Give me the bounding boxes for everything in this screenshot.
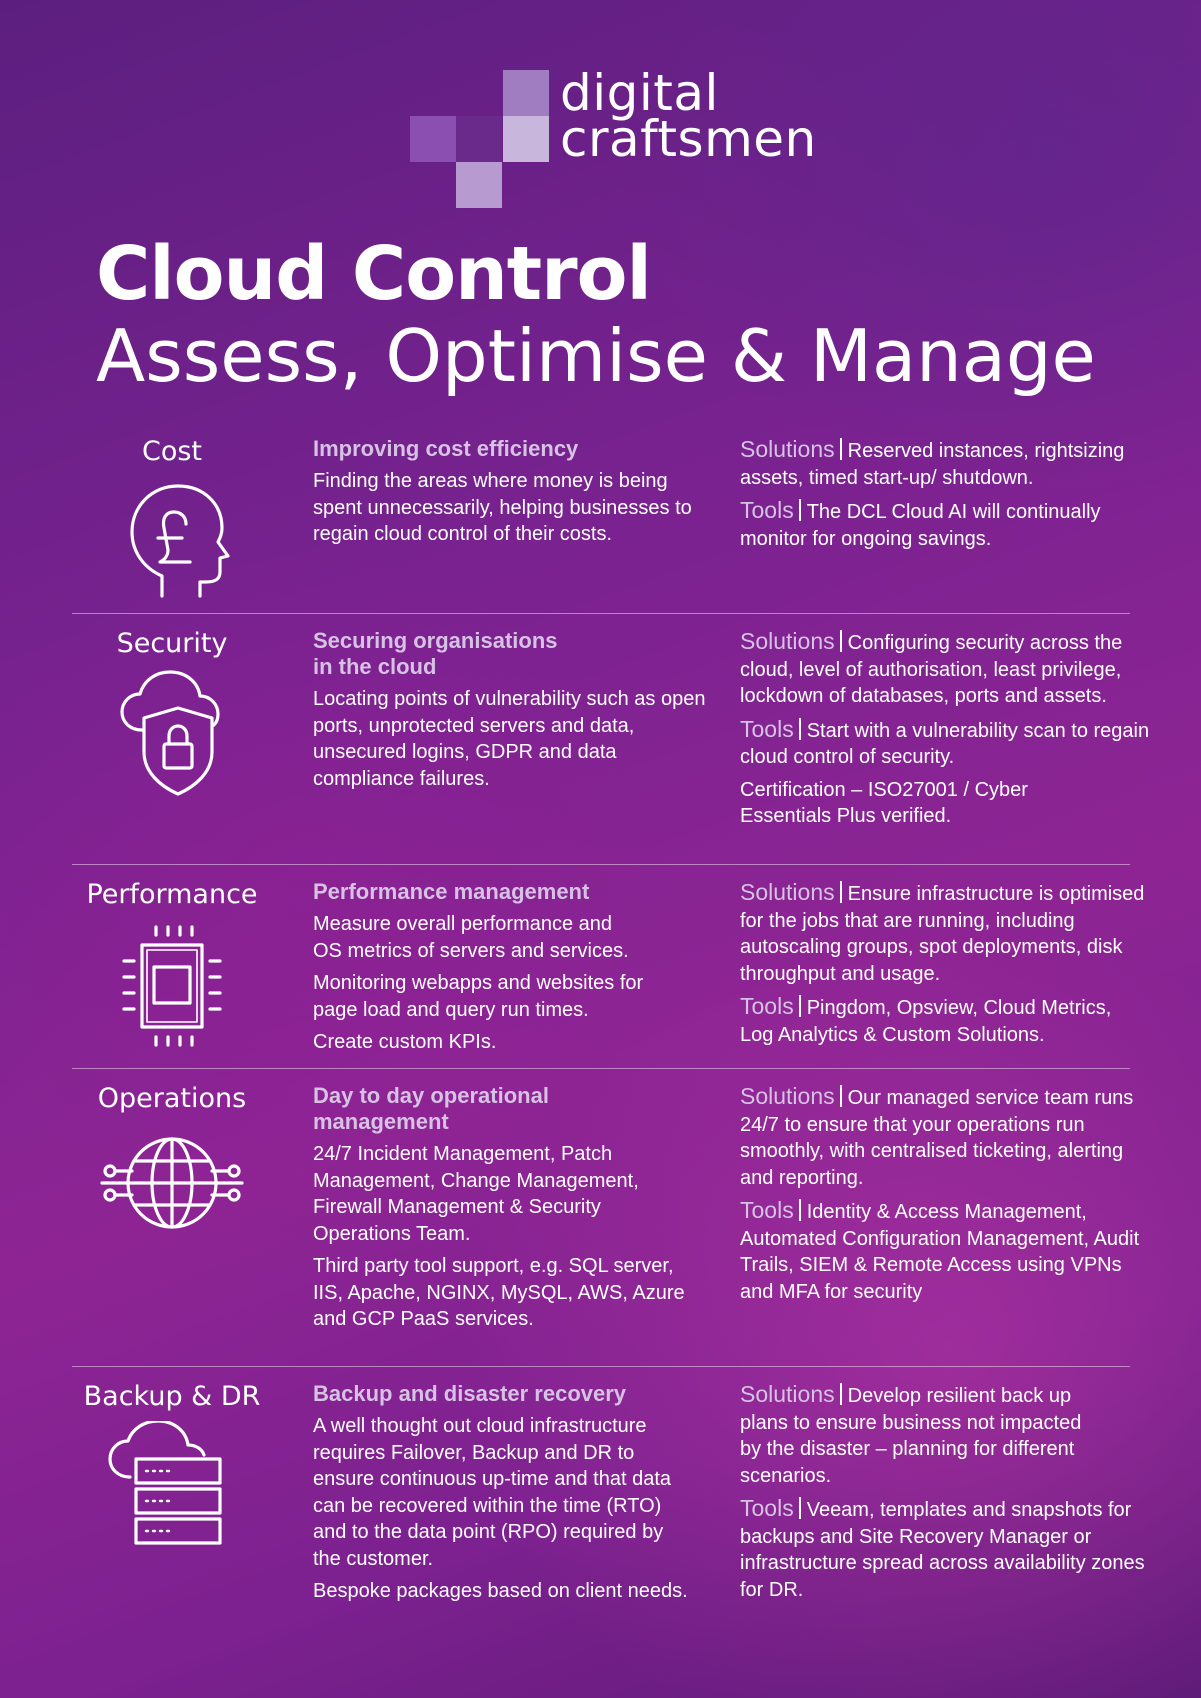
- logo-square: [410, 116, 456, 162]
- logo-line-1: digital: [560, 64, 719, 122]
- section-divider: [72, 613, 1130, 614]
- solutions-text: Our managed service team runs 24/7 to ensure that your operations run smoothly, with centralised ticketing, alerting and reporting.: [740, 1087, 1134, 1189]
- tools-keyword: Tools: [740, 1197, 794, 1223]
- page-subtitle: Assess, Optimise & Manage: [96, 314, 1096, 398]
- logo-wordmark: [560, 64, 817, 168]
- operations-solutions-tools: [740, 1083, 1150, 1311]
- body-text: Monitoring webapps and websites for page load and query run times.: [313, 972, 644, 1021]
- body-text: Bespoke packages based on client needs.: [313, 1580, 688, 1602]
- cost-description: [313, 436, 713, 554]
- section-divider: [72, 1366, 1130, 1367]
- page-title: Cloud Control: [96, 231, 651, 317]
- logo-line-2: craftsmen: [560, 110, 817, 168]
- security-description: [313, 628, 713, 798]
- body-text: Measure overall performance and OS metrics of servers and services.: [313, 913, 629, 962]
- performance-description: [313, 879, 713, 1062]
- separator-bar: [799, 995, 801, 1017]
- category-label: Cost: [141, 436, 203, 467]
- section-title: Backup and disaster recovery: [313, 1381, 627, 1406]
- solutions-paragraph: [740, 1381, 1090, 1489]
- tools-paragraph: [740, 1197, 1150, 1305]
- solutions-text: Reserved instances, rightsizing assets, timed start-up/ shutdown.: [740, 440, 1125, 489]
- solutions-paragraph: [740, 436, 1150, 491]
- separator-bar: [799, 718, 801, 740]
- separator-bar: [799, 499, 801, 521]
- logo-square: [503, 116, 549, 162]
- tools-keyword: Tools: [740, 497, 794, 523]
- backup-description: [313, 1381, 713, 1611]
- globe-network-icon: [100, 1119, 244, 1249]
- body-text: Finding the areas where money is being spent unnecessarily, helping businesses to regain cloud control of their costs.: [313, 470, 692, 545]
- solutions-keyword: Solutions: [740, 628, 835, 654]
- solutions-paragraph: [740, 1083, 1150, 1191]
- tools-text: Veeam, templates and snapshots for backups and Site Recovery Manager or infrastructure spread across availability zones for DR.: [740, 1499, 1145, 1601]
- cpu-chip-icon: [100, 921, 244, 1051]
- solutions-text: Ensure infrastructure is optimised for the jobs that are running, including autoscaling groups, spot deployments, disk throughput and usage.: [740, 883, 1145, 985]
- separator-bar: [840, 881, 842, 903]
- tools-paragraph: [740, 497, 1150, 552]
- category-label: Performance: [86, 879, 258, 910]
- section-cost: [72, 436, 1130, 606]
- solutions-paragraph: [740, 628, 1150, 710]
- tools-keyword: Tools: [740, 993, 794, 1019]
- tools-text: Identity & Access Management, Automated Configuration Management, Audit Trails, SIEM & Remote Access using VPNs and MFA for security: [740, 1201, 1140, 1303]
- body-text: Locating points of vulnerability such as open ports, unprotected servers and data, unsecured logins, GDPR and data compliance failures.: [313, 688, 706, 790]
- section-divider: [72, 864, 1130, 865]
- tools-text: The DCL Cloud AI will continually monitor for ongoing savings.: [740, 501, 1101, 550]
- solutions-paragraph: [740, 879, 1150, 987]
- separator-bar: [799, 1497, 801, 1519]
- tools-text: Pingdom, Opsview, Cloud Metrics, Log Analytics & Custom Solutions.: [740, 997, 1112, 1046]
- body-text: A well thought out cloud infrastructure requires Failover, Backup and DR to ensure continuous up-time and that data can be recovered within the time (RTO) and to the data point (RPO) required by the customer.: [313, 1415, 672, 1570]
- separator-bar: [840, 438, 842, 460]
- cost-solutions-tools: [740, 436, 1150, 558]
- tools-keyword: Tools: [740, 715, 794, 742]
- separator-bar: [840, 630, 842, 652]
- performance-solutions-tools: [740, 879, 1150, 1054]
- section-title: Day to day operational management: [313, 1083, 549, 1134]
- solutions-keyword: Solutions: [740, 1083, 835, 1109]
- separator-bar: [799, 1199, 801, 1221]
- section-operations: [72, 1083, 1140, 1353]
- section-divider: [72, 1068, 1130, 1069]
- separator-bar: [840, 1383, 842, 1405]
- category-label: Operations: [97, 1083, 247, 1114]
- tools-text: Start with a vulnerability scan to regain cloud control of security.: [740, 719, 1150, 768]
- category-label: Backup & DR: [83, 1381, 261, 1412]
- certification-text: Certification – ISO27001 / Cyber Essentials Plus verified.: [740, 778, 1028, 827]
- logo-square: [456, 162, 502, 208]
- solutions-keyword: Solutions: [740, 1381, 835, 1407]
- solutions-keyword: Solutions: [740, 436, 835, 462]
- body-text: Create custom KPIs.: [313, 1031, 497, 1053]
- tools-paragraph: [740, 716, 1150, 771]
- logo-square: [503, 70, 549, 116]
- cloud-shield-lock-icon: [100, 668, 244, 798]
- solutions-text: Configuring security across the cloud, level of authorisation, least privilege, lockdown of databases, ports and assets.: [740, 632, 1123, 707]
- section-security: [72, 628, 1150, 853]
- tools-paragraph: [740, 1495, 1150, 1603]
- digital-craftsmen-logo: [410, 64, 817, 210]
- solutions-keyword: Solutions: [740, 879, 835, 905]
- section-title: Improving cost efficiency: [313, 436, 579, 461]
- section-backup-dr: [72, 1381, 1145, 1611]
- tools-keyword: Tools: [740, 1495, 794, 1521]
- cloud-server-icon: [100, 1421, 244, 1551]
- security-solutions-tools: [740, 628, 1150, 836]
- logo-square: [456, 116, 502, 162]
- body-text: 24/7 Incident Management, Patch Management, Change Management, Firewall Management & Security Operations Team.: [313, 1143, 639, 1245]
- section-title: Securing organisations in the cloud: [313, 628, 558, 679]
- body-text: Third party tool support, e.g. SQL server, IIS, Apache, NGINX, MySQL, AWS, Azure and GCP PaaS services.: [313, 1255, 685, 1330]
- section-title: Performance management: [313, 879, 590, 904]
- head-pound-icon: [100, 472, 244, 602]
- backup-solutions-tools: [740, 1381, 1150, 1609]
- section-performance: [72, 879, 1145, 1059]
- solutions-text: Develop resilient back up plans to ensure business not impacted by the disaster – planning for different scenarios.: [740, 1385, 1082, 1487]
- operations-description: [313, 1083, 713, 1339]
- tools-paragraph: [740, 993, 1150, 1048]
- category-label: Security: [116, 628, 228, 659]
- separator-bar: [840, 1085, 842, 1107]
